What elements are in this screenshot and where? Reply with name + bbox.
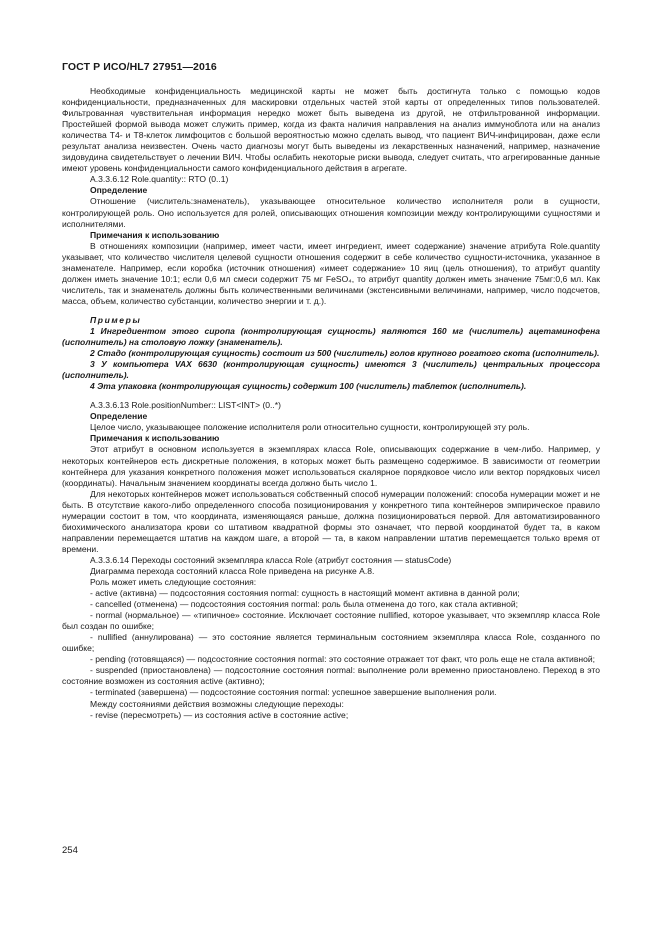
- paragraph: Примечания к использованию: [90, 229, 220, 240]
- document-body: [62, 86, 600, 721]
- paragraph: Целое число, указывающее положение исполнителя роли относительно сущности, контролирующей эту роль.: [90, 422, 530, 433]
- paragraph: Определение: [90, 185, 148, 196]
- paragraph: Этот атрибут в основном используется в экземплярах класса Role, описывающих содержание в чем-либо. Например, у некоторых контейнеров есть дискретные положения, в которых может быть размещено содержимое. В зависимости от геометрии контейнера для указания конкретного положения может использоваться скалярное порядковое число или вектор порядковых чисел (координаты). Начальным значением координаты всегда должно быть число 1.: [62, 444, 600, 488]
- paragraph: 2 Стадо (контролирующая сущность) состоит из 500 (числитель) голов крупного рогатого скота (исполнитель).: [90, 348, 600, 359]
- paragraph: Отношение (числитель:знаменатель), указывающее относительное количество исполнителя роли в сущности, контролирующей роль. Оно используется для ролей, описывающих отношения композиции между контролирующими сущностями и исполнителями.: [62, 196, 600, 229]
- paragraph: 4 Эта упаковка (контролирующая сущность) содержит 100 (числитель) таблеток (исполнитель).: [90, 381, 527, 392]
- paragraph: A.3.3.6.13 Role.positionNumber:: LIST<INT> (0..*): [90, 400, 281, 411]
- paragraph: A.3.3.6.14 Переходы состояний экземпляра класса Role (атрибут состояния — statusCode): [90, 554, 452, 565]
- paragraph: 3 У компьютера VAX 6630 (контролирующая сущность) имеются 3 (числитель) центральных процессора (исполнитель).: [62, 359, 600, 381]
- spacer: [62, 392, 600, 400]
- spacer: [62, 307, 600, 315]
- paragraph: Примечания к использованию: [90, 433, 220, 444]
- paragraph: Примеры: [90, 314, 142, 325]
- paragraph: Необходимые конфиденциальность медицинской карты не может быть достигнута только с помощью кодов конфиденциальности, предназначенных для маскировки отдельных частей этой карты от определенных типов пользователей. Фильтрованная чувствительная информация нередко может быть выведена из другой, не отфильтрованной информации. Простейшей формой вывода может служить пример, когда из факта наличия направления на анализ иммуноблота или на анализ количества Т4- и Т8-клеток лимфоцитов с большой вероятностью можно сделать вывод, что пациент ВИЧ-инфицирован, даже если результат анализа неизвестен. Очень часто диагнозы могут быть выведены из лекарственных назначений, например, назначение зидовудина свидетельствует о лечении ВИЧ. Чтобы ослабить некоторые риски вывода, следует считать, что агрегированные данные имеют уровень конфиденциальности самого конфиденциального действия в агрегате.: [62, 86, 600, 174]
- page-number: 254: [62, 845, 78, 856]
- paragraph: - revise (пересмотреть) — из состояния active в состояние active;: [90, 709, 349, 720]
- paragraph: В отношениях композиции (например, имеет части, имеет ингредиент, имеет содержание) значение атрибута Role.quantity указывает, что количество числителя целевой сущности отношения содержит в себе количество сущности-источника, указанное в знаменателе. Например, если коробка (источник отношения) «имеет содержание» 10 яиц (цель отношения), то атрибут quantity должен иметь значение 10:1; если 0,6 мл смеси содержит 75 мг FeSO₄, то атрибут quantity должен иметь значение 75мг:0,6 мл. Как числитель, так и знаменатель должны быть количественными величинами (экстенсивными величинами, например, число подсчетов, масса, объем, количество субстанции, количество энергии и т. д.).: [62, 240, 600, 306]
- paragraph: - active (активна) — подсостояния состояния normal: сущность в настоящий момент активна в данной роли;: [90, 588, 520, 599]
- paragraph: - normal (нормальное) — «типичное» состояние. Исключает состояние nullified, которое указывает, что экземпляр класса Role был создан по ошибке;: [62, 610, 600, 632]
- paragraph: Между состояниями действия возможны следующие переходы:: [90, 698, 344, 709]
- paragraph: Определение: [90, 411, 148, 422]
- paragraph: - suspended (приостановлена) — подсостояние состояния normal: выполнение роли временно приостановлено. Переход в это состояние возможен из состояния active (активно);: [62, 665, 600, 687]
- document-header: ГОСТ Р ИСО/HL7 27951—2016: [62, 61, 217, 73]
- paragraph: Диаграмма перехода состояний класса Role приведена на рисунке А.8.: [90, 565, 375, 576]
- paragraph: 1 Ингредиентом этого сиропа (контролирующая сущность) являются 160 мг (числитель) ацетаминофена (исполнитель) на столовую ложку (знаменатель).: [62, 325, 600, 348]
- paragraph: - terminated (завершена) — подсостояние состояния normal: успешное завершение выполнения роли.: [90, 687, 497, 698]
- paragraph: - cancelled (отменена) — подсостояния состояния normal: роль была отменена до того, как стала активной;: [90, 599, 519, 610]
- paragraph: Роль может иметь следующие состояния:: [90, 577, 257, 588]
- paragraph: Для некоторых контейнеров может использоваться собственный способ нумерации положений: способа нумерации может и не быть. В отсутствие какого-либо определенного способа позиционирования у конкретного типа контейнеров эмпирическое правило нумерации состоит в том, что координата, изменяющаяся раньше, должна позиционироваться первой. Для автоматизированного биохимического анализатора крови со штативом квадратной формы это означает, что первой координатой будет та, в каком направлении перемещается штатив на каждом шаге, а второй — та, в каком направлении штатив перемещается только время от времени.: [62, 488, 600, 554]
- paragraph: - nullified (аннулирована) — это состояние является терминальным состоянием экземпляра класса Role, созданного по ошибке;: [62, 632, 600, 654]
- paragraph: A.3.3.6.12 Role.quantity:: RTO (0..1): [90, 174, 229, 185]
- paragraph: - pending (готовящаяся) — подсостояние состояния normal: это состояние отражает тот факт, что роль еще не стала активной;: [90, 654, 595, 665]
